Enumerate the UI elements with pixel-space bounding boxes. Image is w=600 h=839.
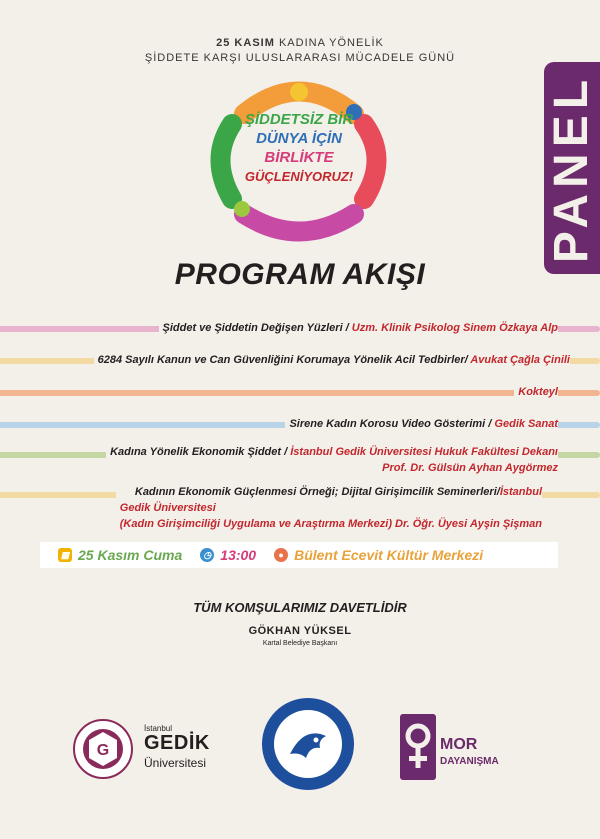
slogan-line3: BİRLİKTE xyxy=(264,149,334,166)
program-speaker: İstanbul Gedik Üniversitesi Hukuk Fakültesi Dekanı xyxy=(290,446,558,458)
header-line2: ŞİDDETE KARŞI ULUSLARARASI MÜCADELE GÜNÜ xyxy=(144,52,456,64)
program-topic: Şiddet ve Şiddetin Değişen Yüzleri / xyxy=(162,322,349,334)
event-header xyxy=(0,36,600,66)
program-topic: 6284 Sayılı Kanun ve Can Güvenliğini Korumaya Yönelik Acil Tedbirler/ xyxy=(97,354,468,366)
program-topic: Kadının Ekonomik Güçlenmesi Örneği; Dijital Girişimcilik Seminerleri/ xyxy=(134,486,500,498)
invitation-text: TÜM KOMŞULARIMIZ DAVETLİDİR xyxy=(193,600,407,615)
event-date-text: 25 Kasım Cuma xyxy=(78,547,183,563)
header-line1: KADINA YÖNELİK xyxy=(278,37,384,49)
panel-tab xyxy=(544,62,600,274)
location-pin-icon: ● xyxy=(274,548,288,562)
clock-icon: ◷ xyxy=(200,548,214,562)
program-title: PROGRAM AKIŞI xyxy=(174,258,426,291)
panel-label: PANEL xyxy=(545,73,599,263)
gedik-sub-label: Üniversitesi xyxy=(144,756,207,770)
kartal-municipality-logo xyxy=(260,696,356,792)
program-speaker: Avukat Çağla Çinili xyxy=(470,354,570,366)
program-speaker: Gedik Sanat xyxy=(494,418,558,430)
program-bar xyxy=(0,390,600,396)
program-speaker: İstanbul xyxy=(499,486,542,498)
program-text xyxy=(106,444,558,476)
mor-line2: DAYANIŞMA xyxy=(440,756,499,767)
program-text xyxy=(159,320,559,336)
program-speaker: Kokteyl xyxy=(518,386,558,398)
program-text xyxy=(94,352,570,368)
slogan-line1: ŞİDDETSİZ BİR xyxy=(244,111,354,128)
program-text xyxy=(116,484,542,532)
mor-dayanisma-logo xyxy=(400,714,520,780)
header-date: 25 KASIM xyxy=(216,37,275,49)
gedik-seal-icon xyxy=(72,718,134,780)
program-text xyxy=(285,416,558,432)
svg-text:G: G xyxy=(96,742,110,759)
program-speaker: Uzm. Klinik Psikolog Sinem Özkaya Alp xyxy=(351,322,558,334)
gedik-name: GEDİK xyxy=(144,732,210,754)
slogan xyxy=(204,110,394,186)
event-time xyxy=(200,547,256,563)
event-date xyxy=(58,547,182,563)
event-venue xyxy=(274,547,483,563)
event-time-text: 13:00 xyxy=(220,547,257,563)
program-speaker-org: Gedik Üniversitesi xyxy=(119,502,216,514)
gedik-small-label: İstanbul xyxy=(144,724,173,733)
mayor-signature-name: GÖKHAN YÜKSEL xyxy=(248,625,352,637)
program-speaker-name: Prof. Dr. Gülsün Ayhan Aygörmez xyxy=(382,462,558,474)
program-speaker-name: (Kadın Girişimciliği Uygulama ve Araştırma Merkezi) Dr. Öğr. Üyesi Ayşin Şişman xyxy=(119,518,542,530)
calendar-icon: ▦ xyxy=(58,548,72,562)
slogan-line2: DÜNYA İÇİN xyxy=(256,130,342,147)
venus-symbol-icon xyxy=(400,714,436,780)
mayor-title: Kartal Belediye Başkanı xyxy=(262,640,338,647)
event-info-bar xyxy=(40,542,558,568)
program-topic: Kadına Yönelik Ekonomik Şiddet / xyxy=(110,446,288,458)
program-text xyxy=(514,384,558,400)
mor-line1: MOR xyxy=(440,736,478,753)
event-venue-text: Bülent Ecevit Kültür Merkezi xyxy=(294,547,484,563)
slogan-line4: GÜÇLENİYORUZ! xyxy=(244,169,354,184)
program-topic: Sirene Kadın Korosu Video Gösterimi / xyxy=(289,418,492,430)
gedik-university-logo xyxy=(72,718,222,780)
kartal-eagle-icon xyxy=(260,696,356,792)
